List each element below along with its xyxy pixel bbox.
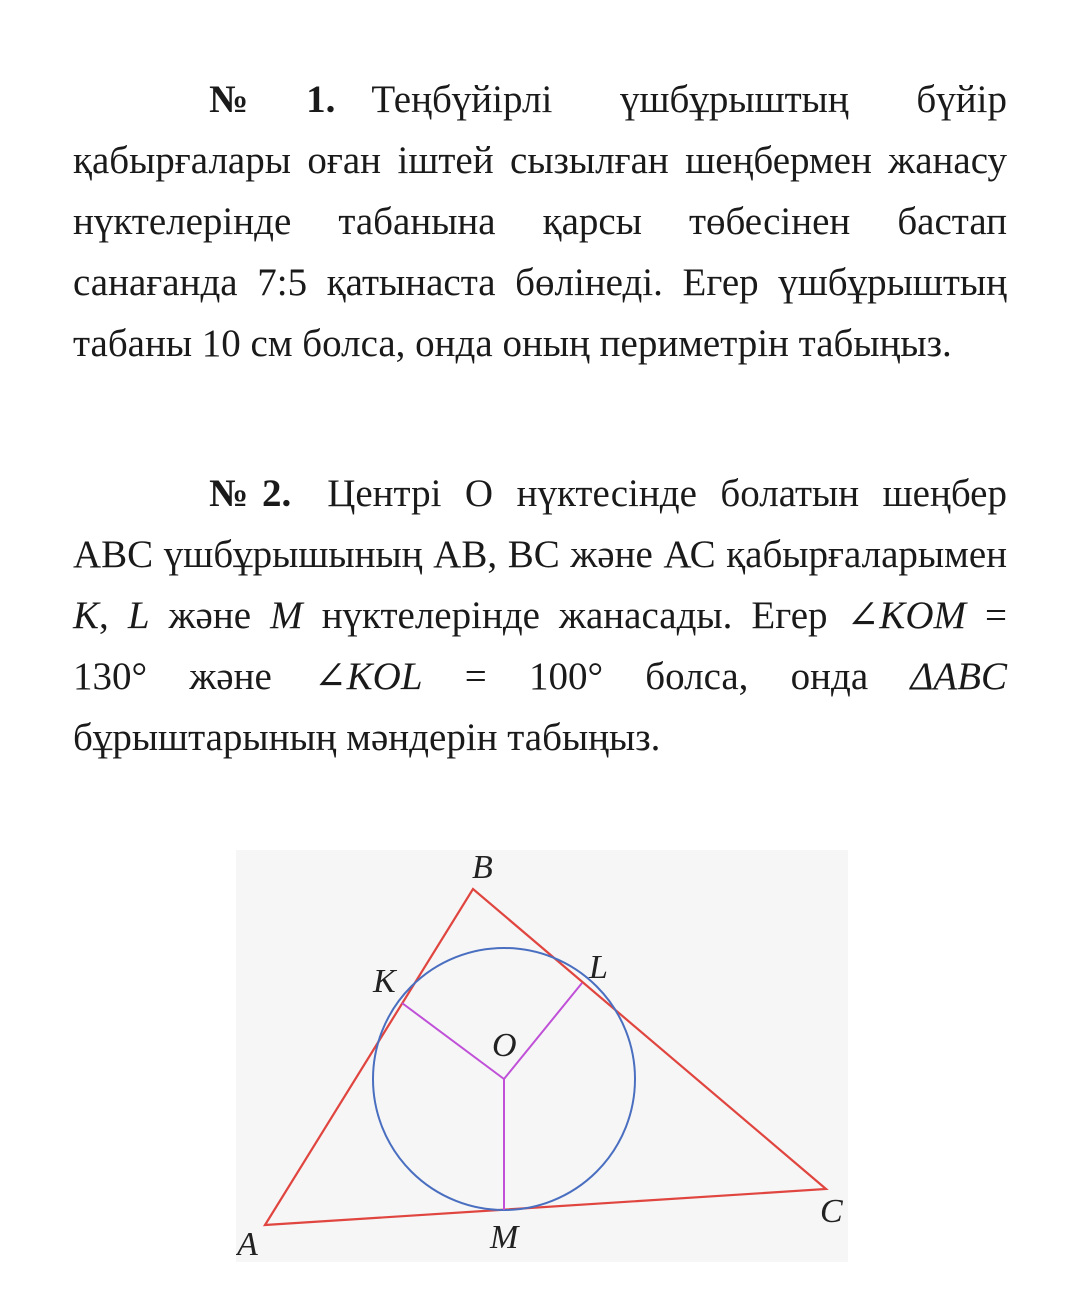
problem-1-number: №1.	[209, 78, 336, 121]
problem-1	[73, 69, 1007, 374]
problem-1-text: Теңбүйірлі үшбұрыштың бүйір қабырғалары оған іштей сызылған шеңбермен жанасу нүктелерінде табанына қарсы төбесінен бастап санағанда 7:5 қатынаста бөлінеді. Егер үшбұрыштың табаны 10 см болса, онда оның периметрін табыңыз.	[73, 78, 1007, 365]
problem-2-sep: ,	[99, 594, 128, 637]
radius-ok	[402, 1003, 504, 1079]
label-l: L	[589, 949, 608, 986]
angle-kol: ∠KOL	[313, 655, 423, 698]
problem-2	[73, 463, 1007, 768]
point-k-ref: K	[73, 594, 100, 637]
triangle-abc	[265, 889, 826, 1225]
problem-2-number: №2.	[209, 472, 292, 515]
problem-2-text-b: және	[149, 594, 271, 637]
problem-2-text-e: = 100° болса, онда	[422, 655, 911, 698]
problem-2-text-a: Центрі О нүктесінде болатын шеңбер АВС үшбұрышының АВ, ВС және АС қабырғаларымен	[73, 472, 1007, 576]
problem-2-text-d: = 130° және	[73, 594, 1008, 698]
angle-kom: ∠KOM	[846, 594, 966, 637]
geometry-figure	[236, 850, 848, 1262]
point-m-ref: M	[270, 594, 303, 637]
figure-svg	[236, 850, 848, 1262]
triangle-abc-ref: ΔABC	[910, 655, 1007, 698]
label-k: K	[373, 963, 396, 1000]
label-b: B	[472, 850, 493, 886]
point-l-ref: L	[127, 594, 150, 637]
problem-2-text-c: нүктелерінде жанасады. Егер	[302, 594, 847, 637]
problem-2-text-f: бұрыштарының мәндерін табыңыз.	[73, 716, 661, 759]
label-c: C	[820, 1193, 843, 1230]
label-a: A	[237, 1226, 258, 1262]
label-m: M	[490, 1219, 519, 1256]
label-o: O	[492, 1027, 517, 1064]
